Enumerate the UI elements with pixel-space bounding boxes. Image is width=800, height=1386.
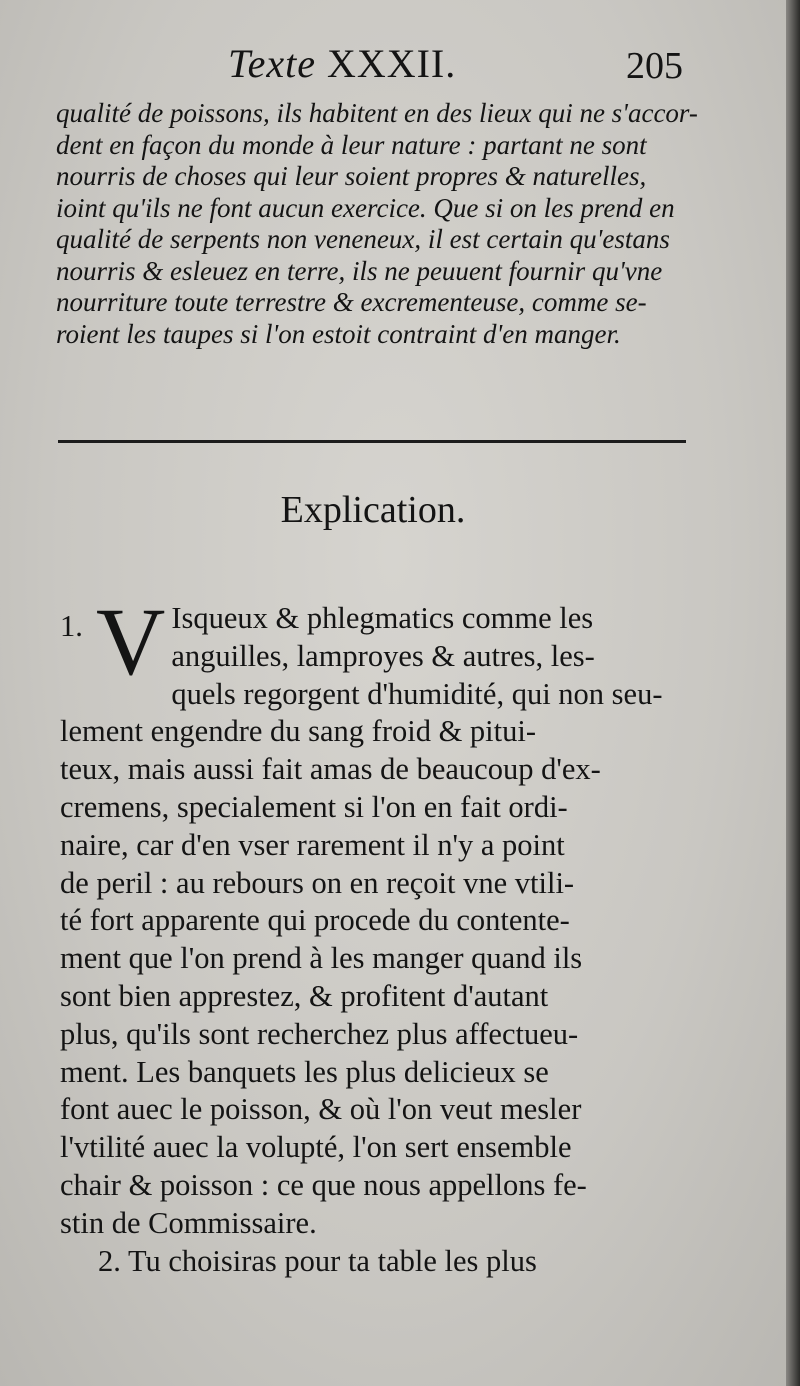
texte-line: ioint qu'ils ne font aucun exercice. Que si on les prend en	[56, 192, 675, 223]
paragraph-line: font auec le poisson, & où l'on veut mesler	[60, 1092, 582, 1127]
page-number: 205	[626, 45, 683, 87]
book-gutter	[786, 0, 800, 1386]
texte-line: nourris de choses qui leur soient propres & naturelles,	[56, 161, 647, 191]
paragraph-line: sont bien apprestez, & profitent d'autant	[60, 978, 549, 1013]
running-title-number: XXXII.	[326, 41, 457, 86]
texte-line: qualité de serpents non veneneux, il est certain qu'estans	[56, 224, 670, 254]
paragraph-line: ment. Les banquets les plus delicieux se	[60, 1054, 549, 1089]
horizontal-rule	[58, 440, 686, 443]
paragraph-line: ment que l'on prend à les manger quand ils	[60, 941, 583, 976]
paragraph-line: té fort apparente qui procede du contente-	[60, 903, 570, 938]
explication-body	[60, 588, 712, 1280]
paragraph-line: teux, mais aussi fait amas de beaucoup d'ex-	[60, 752, 601, 787]
running-title-word: Texte	[228, 41, 316, 86]
paragraph-line: plus, qu'ils sont recherchez plus affectueu-	[60, 1016, 579, 1051]
running-title	[228, 40, 456, 87]
paragraph-line: quels regorgent d'humidité, qui non seu-	[171, 676, 663, 711]
texte-line: nourriture toute terrestre & excrementeuse, comme se-	[56, 287, 647, 317]
paragraph-line: anguilles, lamproyes & autres, les-	[171, 638, 595, 673]
texte-line: nourris & esleuez en terre, ils ne peuuent fournir qu'vne	[56, 255, 663, 286]
texte-line: roient les taupes si l'on estoit contraint d'en manger.	[56, 318, 621, 349]
paragraph-line: l'vtilité auec la volupté, l'on sert ensemble	[60, 1130, 572, 1165]
texte-line: qualité de poissons, ils habitent en des lieux qui ne s'accor-	[56, 98, 698, 128]
paragraph-line: naire, car d'en vser rarement il n'y a point	[60, 827, 565, 862]
paragraph-line-item-2: 2. Tu choisiras pour ta table les plus	[98, 1243, 537, 1278]
paragraph-line: Isqueux & phlegmatics comme les	[171, 601, 594, 635]
paragraph-line: lement engendre du sang froid & pitui-	[60, 714, 537, 749]
paragraph-line: cremens, specialement si l'on en fait ordi-	[60, 789, 568, 824]
texte-passage	[56, 98, 716, 350]
texte-line: dent en façon du monde à leur nature : partant ne sont	[56, 129, 647, 160]
paragraph-line: stin de Commissaire.	[60, 1205, 317, 1240]
paragraph-line: chair & poisson : ce que nous appellons fe-	[60, 1167, 587, 1202]
drop-cap: V	[96, 588, 166, 695]
running-head	[0, 40, 786, 90]
item-number: 1.	[60, 609, 83, 643]
paragraph-line: de peril : au rebours on en reçoit vne vtili-	[60, 865, 575, 900]
section-title: Explication.	[280, 489, 466, 531]
